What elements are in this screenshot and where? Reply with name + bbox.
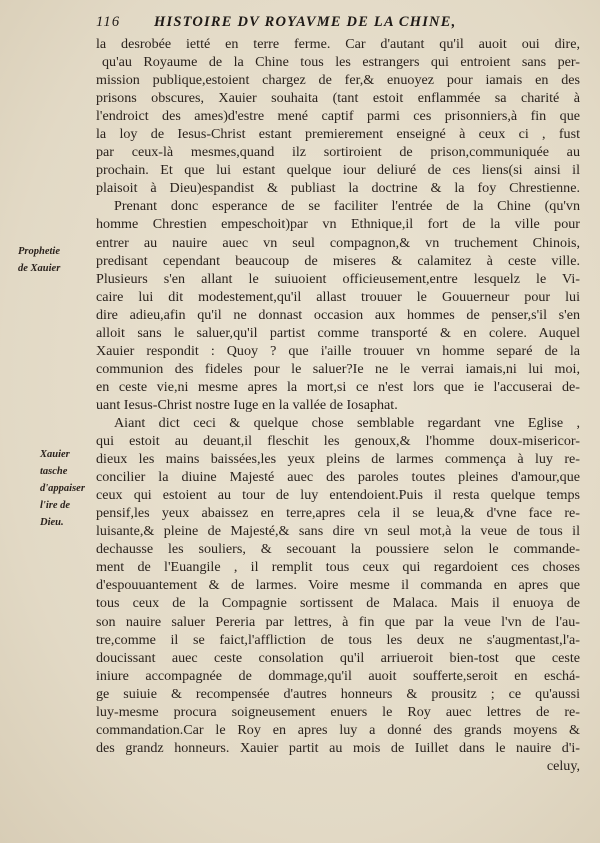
margin-note-line: l'ire de [40, 500, 71, 511]
body-text [96, 35, 580, 775]
text-line: par ceux-là mesmes,quand ilz sortiroient de prison,communiquée au [96, 144, 580, 161]
text-line: tous ceux de la Compagnie sortissent de Malaca. Mais il enuoya de [96, 595, 580, 612]
text-line: predisant cependant beaucoup de miseres & calamitez à ceste ville. [96, 252, 580, 269]
text-line: concilier la diuine Majesté auec des paroles toutes pleines d'amour,que [96, 469, 580, 486]
text-line: en ceste vie,ni mesme apres la mort,si ce n'est lors que ie l'accuserai de- [96, 378, 580, 395]
text-line: des grandz honneurs. Xauier partit au mois de Iuillet dans le nauire d'i- [96, 739, 580, 756]
margin-note-line: tasche [40, 466, 68, 477]
page-header [96, 14, 576, 36]
margin-note-line: Dieu. [40, 517, 64, 528]
text-line: ment de l'Euangile , il remplit tous ceux qui regardoient ces choses [96, 559, 580, 576]
text-line: Plusieurs s'en allant le suiuoient officieusement,entre lesquelz le Vi- [96, 270, 580, 287]
text-line: commandation.Car le Roy en apres luy a donné des grands moyens & [96, 721, 580, 738]
margin-note-prophecy [18, 243, 60, 277]
text-line: ge suiuie & recompensée d'autres honneurs & prousitz ; ce qu'aussi [96, 685, 580, 702]
text-line: la desrobée ietté en terre ferme. Car d'autant qu'il auoit oui dire, [96, 36, 580, 52]
margin-note-line: Prophetie [18, 246, 60, 257]
text-line: Aiant dict ceci & quelque chose semblable regardant vne Eglise , [114, 414, 580, 431]
text-line: iniure accompagnée de dommage,qu'il auoit soufferte,seroit en eschá- [96, 667, 580, 684]
text-line: tre,comme il se faict,l'affliction de tous les deux ne s'augmentast,l'a- [96, 631, 580, 648]
text-line: l'endroict des ames)d'estre mené captif parmi ces prisonniers,à fin que [96, 108, 580, 125]
text-line: doucissant auec ceste consolation qu'il arriueroit bien-tost que ceste [96, 649, 580, 666]
text-line: prochain. Et que lui estant quelque iour deliuré de ces liens(si ainsi il [96, 162, 580, 179]
text-line: celuy, [546, 757, 580, 774]
text-line: plaisoit à Dieu)espandist & publiast la doctrine & la foy Chrestienne. [96, 180, 580, 197]
text-line: alloit sans le saluer,qu'il partist comme transporté & en colere. Auquel [96, 324, 580, 341]
text-line: Prenant donc esperance de se faciliter l'entrée de la Chine (qu'vn [114, 198, 580, 215]
text-line: luisante,& pleine de Majesté,& sans dire vn seul mot,à la veue de tous il [96, 523, 580, 540]
text-line: homme Chrestien empeschoit)par vn Ethnique,il fort de la ville pour [96, 216, 580, 233]
margin-note-line: d'appaiser [40, 483, 85, 494]
running-head: HISTOIRE DV ROYAVME DE LA CHINE, [154, 14, 457, 30]
text-line: communion des fideles pour le saluer?Ie ne le verrai iamais,ni lui moi, [96, 360, 580, 377]
text-line: pensif,les yeux abaissez en terre,apres cela il se leua,& d'vne face re- [96, 505, 580, 522]
text-line: qu'au Royaume de la Chine tous les estrangers qui entroient sans per- [102, 54, 580, 71]
text-line: luy-mesme procura soigneusement enuers le Roy auec lettres de re- [96, 703, 580, 720]
text-line: ceux qui estoient au tour de luy entendoient.Puis il resta quelque temps [96, 487, 580, 504]
text-line: dechausse les souliers, & secouant la poussiere selon le commande- [96, 541, 580, 558]
margin-note-line: Xauier [40, 449, 70, 460]
text-line: d'espouuantement & de larmes. Voire mesme il commanda en apres que [96, 577, 580, 594]
text-line: qui estoit au deuant,il fleschit les genoux,& l'homme doux-misericor- [96, 433, 580, 450]
text-line: uant Iesus-Christ nostre Iuge en la vallée de Iosaphat. [96, 396, 398, 413]
text-line: Xauier respondit : Quoy ? que i'aille trouuer vn homme separé de la [96, 342, 580, 359]
margin-note-appease [40, 446, 85, 531]
margin-note-line: de Xauier [18, 263, 61, 274]
text-line: son nauire saluer Pereria par lettres, à fin que par la veue l'vn de l'au- [96, 613, 580, 630]
page-number: 116 [96, 14, 121, 30]
text-line: prisons obscures, Xauier souhaita (tant estoit enflammée sa charité à [96, 90, 580, 107]
text-line: caire lui dit modestement,qu'il allast trouuer le Gouuerneur pour lui [96, 288, 580, 305]
text-line: dire adieu,afin qu'il ne donnast occasion aux hommes de penser,s'il s'en [96, 306, 580, 323]
text-line: mission publique,estoient chargez de fer,& enuoyez pour iamais en des [96, 72, 580, 89]
text-line: dieux les mains baissées,les yeux pleins de larmes commença à luy re- [96, 451, 580, 468]
text-line: la loy de Iesus-Christ estant premierement enseigné à ceux ci , fust [96, 126, 580, 143]
text-line: entrer au nauire auec vn seul compagnon,& vn truchement Chinois, [96, 234, 580, 251]
